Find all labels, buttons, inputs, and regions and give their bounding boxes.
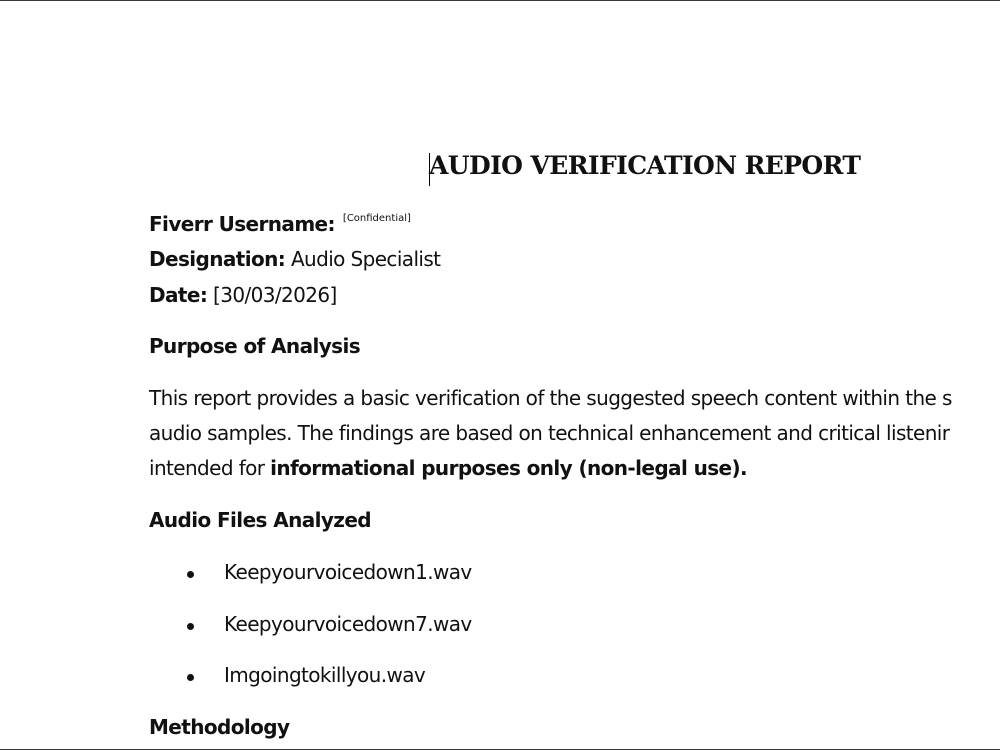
bullet-icon [187,571,194,578]
date-value: [30/03/2026] [213,283,337,307]
designation-line[interactable] [149,247,440,271]
designation-label: Designation: [149,247,286,271]
username-line[interactable] [149,212,411,236]
file-list-item[interactable]: Keepyourvoicedown7.wav [224,612,472,636]
purpose-heading[interactable]: Purpose of Analysis [149,334,361,358]
designation-value: Audio Specialist [290,247,441,271]
username-label: Fiverr Username: [149,212,335,236]
date-label: Date: [149,283,208,307]
date-line[interactable] [149,283,337,307]
files-heading[interactable]: Audio Files Analyzed [149,508,372,532]
report-title[interactable]: AUDIO VERIFICATION REPORT [429,151,861,180]
purpose-line-3-text: intended for [149,456,271,480]
bullet-icon [187,674,194,681]
bullet-icon [187,623,194,630]
purpose-paragraph-line-2[interactable]: audio samples. The findings are based on technical enhancement and critical listenir [149,421,950,445]
purpose-line-3-emphasis: informational purposes only (non-legal use). [270,456,748,480]
username-value: [Confidential] [342,213,411,224]
purpose-paragraph-line-1[interactable]: This report provides a basic verification of the suggested speech content within the s [149,386,952,410]
purpose-paragraph-line-3[interactable] [149,456,747,480]
file-list-item[interactable]: Imgoingtokillyou.wav [224,663,426,687]
file-list-item[interactable]: Keepyourvoicedown1.wav [224,560,472,584]
methodology-heading[interactable]: Methodology [149,715,290,739]
